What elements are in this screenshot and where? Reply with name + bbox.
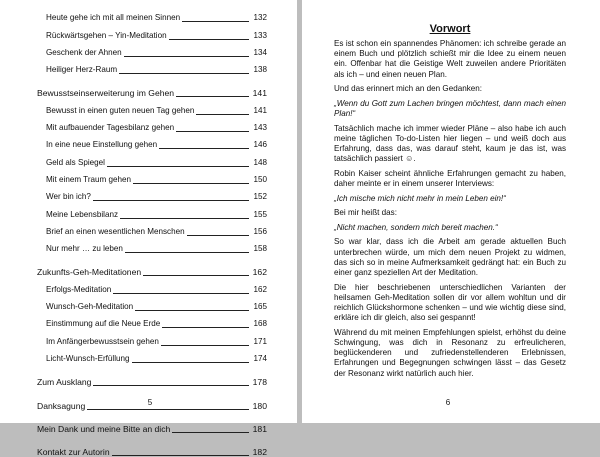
foreword-heading: Vorwort [429,23,471,35]
toc-entry-page: 182 [252,447,267,457]
toc-entry [37,237,267,254]
paragraph: Die hier beschriebenen unterschiedlichen Varianten der heilsamen Geh-Meditation sollen dir vor allem wohltun und dir reichlich Glückshormone schenken – und wie wichtig diese sind, erkläre ich dir gleich, also sei gespannt! [334,282,566,323]
toc-entry [37,98,267,115]
toc-entry-title: Erfolgs-Meditation [46,284,112,294]
paragraph: Robin Kaiser scheint ähnliche Erfahrungen gemacht zu haben, daher meinte er in einem unserer Interviews: [334,168,566,188]
toc-entry-page: 150 [253,174,267,184]
toc-entry [37,168,267,185]
toc-leader-line [112,455,249,456]
toc-entry-title: Rückwärtsgehen – Yin-Meditation [46,30,167,40]
toc-entry-title: Brief an einen wesentlichen Menschen [46,226,185,236]
toc-entry-page: 141 [253,105,267,115]
toc-entry-title: Mit einem Traum gehen [46,174,132,184]
toc-leader-line [182,21,249,22]
toc-entry [37,440,267,457]
toc-entry-title: Nur mehr … zu leben [46,244,123,254]
toc-entry-page: 132 [253,13,267,23]
toc-entry-title: Meine Lebensbilanz [46,209,118,219]
toc-entry [37,347,267,364]
toc-entry-page: 148 [253,157,267,167]
toc-leader-line [176,96,249,97]
toc-entry-page: 162 [253,284,267,294]
toc-entry [37,185,267,202]
toc-entry-page: 162 [252,267,267,278]
toc-entry [37,133,267,150]
paragraph: Tatsächlich mache ich immer wieder Pläne – also habe ich auch meine täglichen To-do-Listen hier liegen – und weiß doch aus Erfahrung, dass das, was darauf steht, kaum je das ist, was tatsächlich passiert ☺. [334,123,566,164]
toc-entry-page: 165 [253,302,267,312]
foreword-text [334,39,566,379]
toc-entry [37,370,267,387]
toc-leader-line [93,200,249,201]
toc-entry-page: 146 [253,140,267,150]
paragraph: Bei mir heißt das: [334,208,397,218]
toc-entry-title: Bewusstseinserweiterung im Gehen [37,88,175,99]
toc-entry [37,150,267,167]
foreword-content [334,23,566,383]
paragraph: Es ist schon ein spannendes Phänomen: ich schreibe gerade an einem Buch und plötzlich schießt mir die Idee zu einem neuen ein. Offenbar hat die Geistige Welt zuweilen andere Prioritäten als ich – und einen neuen Plan. [334,39,566,79]
toc-entry [37,81,267,98]
toc-entry-title: In eine neue Einstellung gehen [46,140,158,150]
toc-leader-line [135,310,249,311]
toc-leader-line [159,148,249,149]
toc-leader-line [162,327,249,328]
toc-entry [37,260,267,277]
toc-entry-title: Bewusst in einen guten neuen Tag gehen [46,105,195,115]
toc-leader-line [113,293,249,294]
toc-entry-title: Danksagung [37,400,86,411]
toc-entry [37,277,267,294]
toc-leader-line [169,39,249,40]
toc-leader-line [120,218,249,219]
toc-entry-title: Wunsch-Geh-Meditation [46,302,134,312]
toc-entry-title: Geld als Spiegel [46,157,105,167]
quote-paragraph: „Nicht machen, sondern mich bereit machen.“ [334,222,498,232]
toc-leader-line [172,432,249,433]
toc-entry-page: 141 [252,88,267,99]
toc-leader-line [87,409,249,410]
toc-leader-line [176,131,249,132]
toc-entry-page: 155 [253,209,267,219]
toc-leader-line [132,362,249,363]
toc-entry-page: 152 [253,192,267,202]
toc-entry-page: 156 [253,226,267,236]
toc-leader-line [119,73,249,74]
toc-leader-line [107,166,249,167]
left-page [0,0,297,457]
toc-entry-page: 158 [253,244,267,254]
toc-entry-page: 171 [253,336,267,346]
toc-entry-page: 178 [252,377,267,388]
toc-entry [37,23,267,40]
toc-entry [37,6,267,23]
page-number-left: 5 [147,398,153,407]
toc-entry-title: Mein Dank und meine Bitte an dich [37,423,171,434]
toc-leader-line [133,183,249,184]
right-page [302,0,600,423]
toc-leader-line [143,275,249,276]
toc-entry-page: 174 [253,353,267,363]
toc-leader-line [125,252,249,253]
toc-entry-title: Geschenk der Ahnen [46,47,122,57]
toc-entry-title: Wer bin ich? [46,192,91,202]
toc-entry [37,116,267,133]
quote-paragraph: „Ich mische mich nicht mehr in mein Leben ein!“ [334,193,506,203]
toc-leader-line [124,56,249,57]
toc-leader-line [196,114,249,115]
toc-entry [37,329,267,346]
toc-entry-title: Im Anfängerbewusstsein gehen [46,336,159,346]
toc-entry-title: Heute gehe ich mit all meinen Sinnen [46,13,181,23]
page-number-right: 6 [445,398,451,407]
toc-entry-page: 143 [253,123,267,133]
toc-entry [37,41,267,58]
toc-leader-line [187,235,249,236]
quote-paragraph: „Wenn du Gott zum Lachen bringen möchtest, dann mach einen Plan!“ [334,98,566,118]
toc-entry-title: Zukunfts-Geh-Meditationen [37,267,142,278]
toc-entry-title: Zum Ausklang [37,377,92,388]
paragraph: So war klar, dass ich die Arbeit am gerade aktuellen Buch unterbrechen würde, um mich dem neuen Projekt zu widmen, das sich so in meine Aufmerksamkeit gedrängt hat: ein Buch zu einer ganz speziellen Art der Meditation. [334,237,566,277]
toc-leader-line [161,345,249,346]
paragraph: Während du mit meinen Empfehlungen spielst, erhöhst du deine Schwingung, was dich in Resonanz zu erfreulicheren, beglückenderen und zufriedenstellenderen Erlebnissen, Erfahrungen und Begegnungen schwingen lässt – das Gesetz der Resonanz wirkt natürlich auch hier. [334,327,566,378]
toc-leader-line [93,385,249,386]
toc-entry-title: Mit aufbauender Tagesbilanz gehen [46,123,175,133]
toc-entry [37,417,267,434]
toc-entry-title: Licht-Wunsch-Erfüllung [46,353,130,363]
toc-entry [37,312,267,329]
toc-entry-title: Kontakt zur Autorin [37,447,110,457]
toc-entry-title: Einstimmung auf die Neue Erde [46,319,161,329]
toc-entry-page: 168 [253,319,267,329]
toc-entry-page: 180 [252,400,267,411]
toc-entry [37,58,267,75]
toc-entry-page: 134 [253,47,267,57]
toc-entry-title: Heiliger Herz-Raum [46,65,118,75]
toc-entry [37,295,267,312]
toc-entry [37,202,267,219]
paragraph: Und das erinnert mich an den Gedanken: [334,84,483,94]
toc-entry [37,220,267,237]
toc-entry-page: 133 [253,30,267,40]
toc-entry-page: 138 [253,65,267,75]
table-of-contents [37,6,267,457]
toc-entry-page: 181 [252,423,267,434]
